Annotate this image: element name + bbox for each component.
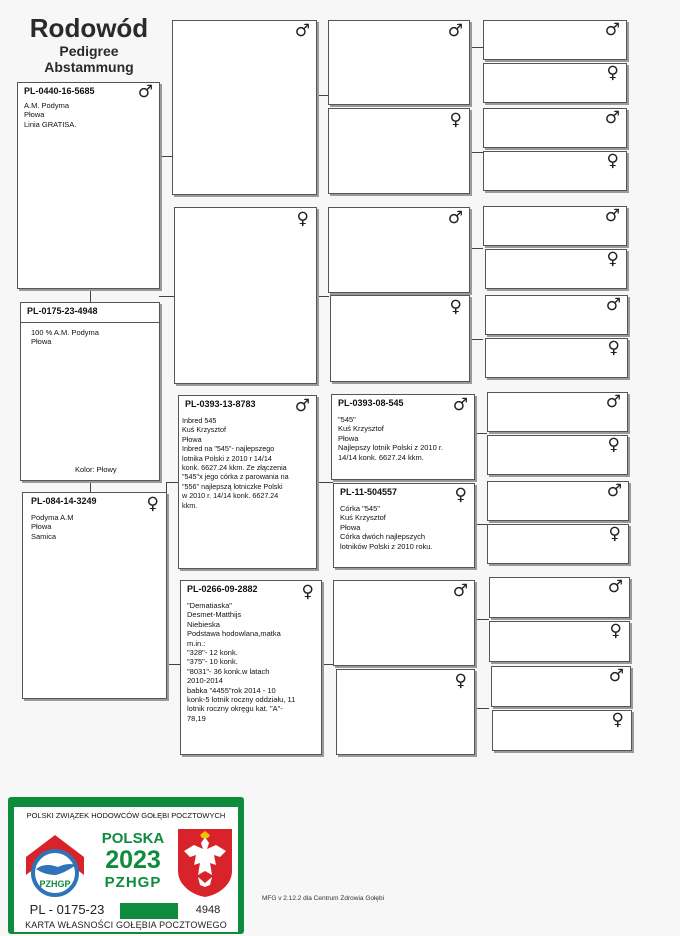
card-serial-number: 4948 xyxy=(178,901,238,919)
card-org: PZHGP xyxy=(104,874,162,891)
gggp-box-4[interactable] xyxy=(483,151,627,191)
dam-sire-box[interactable] xyxy=(178,395,317,569)
ggp-box-7[interactable] xyxy=(333,580,475,666)
female-icon: ♀ xyxy=(296,209,309,229)
dam-dam-ring: PL-0266-09-2882 xyxy=(187,584,258,594)
male-icon: ♂ xyxy=(604,20,620,40)
dam-notes: Podyma A.M Płowa Samica xyxy=(31,513,74,541)
ggp-box-4[interactable] xyxy=(330,295,470,382)
connector xyxy=(316,482,333,483)
gggp-box-13[interactable] xyxy=(489,577,630,618)
dam-ring: PL-084-14-3249 xyxy=(31,496,97,506)
dam-dam-box[interactable] xyxy=(180,580,322,755)
female-icon: ♀ xyxy=(449,110,462,130)
male-icon: ♂ xyxy=(447,208,463,228)
male-icon: ♂ xyxy=(452,581,468,601)
male-icon: ♂ xyxy=(452,395,468,415)
card-caption: KARTA WŁASNOŚCI GOŁĘBIA POCZTOWEGO xyxy=(14,919,238,932)
connector xyxy=(159,296,175,297)
connector xyxy=(316,296,329,297)
male-icon: ♂ xyxy=(607,577,623,597)
gggp-box-10[interactable] xyxy=(487,435,628,475)
sire-dam-box[interactable] xyxy=(174,207,317,384)
male-icon: ♂ xyxy=(604,206,620,226)
title-rodowod: Rodowód xyxy=(29,13,149,43)
male-icon: ♂ xyxy=(608,666,624,686)
gggp-box-1[interactable] xyxy=(483,20,627,60)
female-icon: ♀ xyxy=(146,494,159,514)
female-icon: ♀ xyxy=(449,297,462,317)
female-icon: ♀ xyxy=(606,151,619,171)
male-icon: ♂ xyxy=(294,21,310,41)
title-pedigree: Pedigree xyxy=(59,43,119,59)
female-icon: ♀ xyxy=(608,524,621,544)
connector xyxy=(475,708,489,709)
title-abstammung: Abstammung xyxy=(44,59,134,75)
dam-sire-notes: Inbred 545 Kuś Krzysztof Płowa Inbred na "545"- najlepszego lotnika Polski z 2010 r 14/14 konk. 6627.24 kkm. Ze złączenia "545"x jego córka z parowania na "556" najlepszą lotniczke Polski w 2010 r. 14/14 konk. 6627.24 kkm. xyxy=(182,416,289,510)
male-icon: ♂ xyxy=(604,108,620,128)
ownership-card xyxy=(8,797,244,934)
gggp-box-8[interactable] xyxy=(485,338,628,378)
gggp-box-9[interactable] xyxy=(487,392,628,432)
gggp-box-3[interactable] xyxy=(483,108,627,148)
ggp-box-3[interactable] xyxy=(328,207,470,293)
card-year: 2023 xyxy=(105,846,161,874)
divider xyxy=(21,322,159,323)
female-icon: ♀ xyxy=(611,710,624,730)
gggp-box-2[interactable] xyxy=(483,63,627,103)
female-icon: ♀ xyxy=(301,582,314,602)
ggp-box-6[interactable] xyxy=(333,483,475,568)
connector xyxy=(90,288,91,302)
gggp-box-7[interactable] xyxy=(485,295,628,335)
female-icon: ♀ xyxy=(606,63,619,83)
ggp-5-notes: "545" Kuś Krzysztof Płowa Najlepszy lotnik Polski z 2010 r. 14/14 konk. 6627.24 kkm. xyxy=(338,415,444,462)
polish-eagle-icon xyxy=(176,827,234,899)
ggp-box-8[interactable] xyxy=(336,669,475,755)
sire-box[interactable] xyxy=(17,82,160,289)
connector xyxy=(469,152,483,153)
card-ring-number: PL - 0175-23 xyxy=(14,901,120,919)
subject-ring: PL-0175-23-4948 xyxy=(27,306,98,316)
female-icon: ♀ xyxy=(607,435,620,455)
female-icon: ♀ xyxy=(609,621,622,641)
ggp-6-notes: Córka "545" Kuś Krzysztof Płowa Córka dwóch najlepszych lotników Polski z 2010 roku. xyxy=(340,504,433,551)
male-icon: ♂ xyxy=(137,82,153,102)
female-icon: ♀ xyxy=(454,485,467,505)
pzhgp-logo-icon xyxy=(18,829,92,901)
ggp-box-5[interactable] xyxy=(331,394,475,480)
male-icon: ♂ xyxy=(447,21,463,41)
dam-dam-notes: "Dematiaska" Desmet-Matthijs Niebieska Podstawa hodowlana,matka m.in.: "328"- 12 konk. "375"- 10 konk. "8031"- 36 konk.w latach 2010-2014 babka "4455"rok 2014 - 10 konk-5 lotnik roczny oddziału, 11 lotnik roczny okręgu kat. "A"- 78,19 xyxy=(187,601,296,723)
male-icon: ♂ xyxy=(605,392,621,412)
gggp-box-5[interactable] xyxy=(483,206,627,246)
female-icon: ♀ xyxy=(607,338,620,358)
connector xyxy=(475,433,487,434)
color-label: Kolor: Płowy xyxy=(75,465,117,474)
gggp-box-15[interactable] xyxy=(491,666,631,707)
ggp-6-ring: PL-11-504557 xyxy=(340,487,398,497)
male-icon: ♂ xyxy=(605,295,621,315)
male-icon: ♂ xyxy=(606,481,622,501)
subject-notes: 100 % A.M. Podyma Płowa xyxy=(31,328,99,347)
gggp-box-11[interactable] xyxy=(487,481,629,521)
dam-sire-ring: PL-0393-13-8783 xyxy=(185,399,256,409)
ggp-box-2[interactable] xyxy=(328,108,470,194)
dam-box[interactable] xyxy=(22,492,167,699)
sire-notes: A.M. Podyma Płowa Linia GRATISA. xyxy=(24,101,77,129)
card-body xyxy=(14,825,238,903)
gggp-box-12[interactable] xyxy=(487,524,629,564)
software-footer: MFG v 2.12.2 dla Centrum Zdrowia Gołębi xyxy=(262,895,385,902)
subject-box[interactable] xyxy=(20,302,160,481)
connector xyxy=(475,524,487,525)
female-icon: ♀ xyxy=(454,671,467,691)
card-country: POLSKA xyxy=(101,830,165,847)
ggp-5-ring: PL-0393-08-545 xyxy=(338,398,404,408)
connector xyxy=(475,619,489,620)
logo-text: PZHGP xyxy=(39,879,71,889)
female-icon: ♀ xyxy=(606,249,619,269)
ggp-box-1[interactable] xyxy=(328,20,470,105)
gggp-box-6[interactable] xyxy=(485,249,627,289)
sire-ring: PL-0440-16-5685 xyxy=(24,86,95,96)
male-icon: ♂ xyxy=(294,396,310,416)
connector xyxy=(469,248,483,249)
gggp-box-14[interactable] xyxy=(489,621,630,662)
connector xyxy=(469,339,483,340)
connector xyxy=(469,47,483,48)
gggp-box-16[interactable] xyxy=(492,710,632,751)
sire-sire-box[interactable] xyxy=(172,20,317,195)
card-association: POLSKI ZWIĄZEK HODOWCÓW GOŁĘBI POCZTOWYCH xyxy=(14,807,238,825)
